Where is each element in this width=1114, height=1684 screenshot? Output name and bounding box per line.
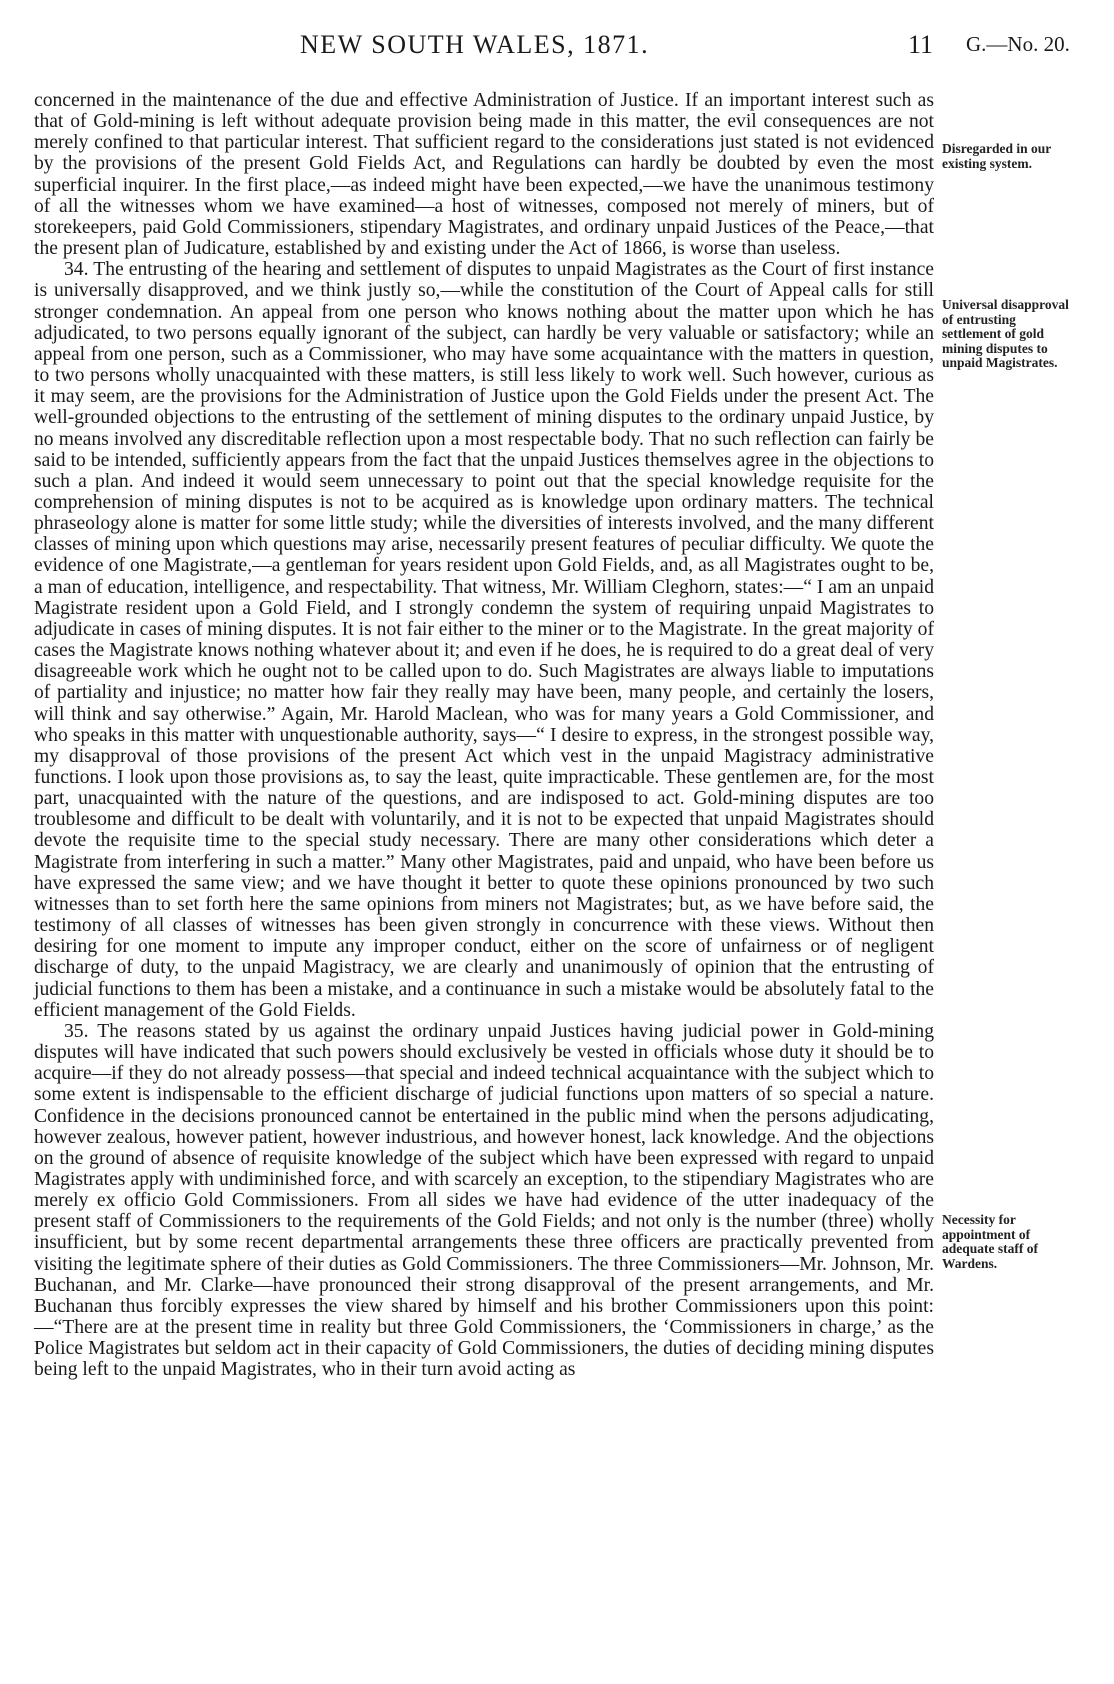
page-number: 11 (908, 30, 934, 59)
body-text (34, 90, 934, 1381)
paragraph-33-continuation: concerned in the maintenance of the due and effective Administration of Justice. If an important interest such as that of Gold-mining is left without adequate provision being made in this matter, the evil consequences are not merely confined to that particular interest. That sufficient regard to the considerations just stated is not evidenced by the provisions of the present Gold Fields Act, and Regulations can hardly be doubted by even the most superficial inquirer. In the first place,—as indeed might have been expected,—we have the unanimous testimony of all the witnesses whom we have examined—a host of witnesses, composed not merely of miners, but of storekeepers, paid Gold Commissioners, stipendary Magistrates, and ordinary unpaid Justices of the Peace,—that the present plan of Judicature, established by and existing under the Act of 1866, is worse than useless. (34, 90, 934, 260)
document-title: NEW SOUTH WALES, 1871. (300, 30, 650, 59)
margin-note-necessity-wardens: Necessity for appointment of adequate staff of Wardens. (942, 1212, 1038, 1271)
page-header (0, 30, 1114, 70)
paragraph-34: 34. The entrusting of the hearing and settlement of disputes to unpaid Magistrates as the Court of first instance is universally disapproved, and we think justly so,—while the constitution of the Court of Appeal calls for still stronger condemnation. An appeal from one person who knows nothing about the matter upon which he has adjudicated, to two persons equally ignorant of the subject, can hardly be very valuable or satisfactory; while an appeal from one person, such as a Commissioner, who may have some acquaintance with the matters in question, to two persons wholly unacquainted with these matters, is still less likely to work well. Such however, curious as it may seem, are the provisions for the Administration of Justice upon the Gold Fields under the present Act. The well-grounded objections to the entrusting of the settlement of mining disputes to the ordinary unpaid Justice, by no means involved any discreditable reflection upon a most respectable body. That no such reflection can fairly be said to be intended, sufficiently appears from the fact that the unpaid Justices themselves agree in the objections to such a plan. And indeed it would seem unnecessary to point out that the special knowledge requisite for the comprehension of mining disputes is not to be acquired as is knowledge upon ordinary matters. The technical phraseology alone is matter for some little study; while the diversities of interests involved, and the many different classes of mining upon which questions may arise, necessarily present features of peculiar difficulty. We quote the evidence of one Magistrate,—a gentleman for years resident upon Gold Fields, and, as all Magistrates ought to be, a man of education, intelligence, and respectability. That witness, Mr. William Cleghorn, states:—“ I am an unpaid Magistrate resident upon a Gold Field, and I strongly condemn the system of requiring unpaid Magistrates to adjudicate in cases of mining disputes. It is not fair either to the miner or to the Magistrate. In the great majority of cases the Magistrate knows nothing whatever about it; and even if he does, he is required to do a great deal of very disagreeable work which he ought not to be called upon to do. Such Magistrates are always liable to imputations of partiality and injustice; no matter how fair they really may have been, many people, and certainly the losers, will think and say otherwise.” Again, Mr. Harold Maclean, who was for many years a Gold Commissioner, and who speaks in this matter with unquestionable authority, says—“ I desire to express, in the strongest possible way, my disapproval of those provisions of the present Act which vest in the unpaid Magistracy administrative functions. I look upon those provisions as, to say the least, quite impracticable. These gentlemen are, for the most part, unacquainted with the nature of the questions, and are indisposed to act. Gold-mining disputes are too troublesome and difficult to be dealt with voluntarily, and it is not to be expected that unpaid Magistrates should devote the requisite time to the special study necessary. There are many other considerations which deter a Magistrate from interfering in such a matter.” Many other Magistrates, paid and unpaid, who have been before us have expressed the same view; and we have thought it better to quote these opinions pronounced by two such witnesses than to set forth here the same opinions from miners not Magistrates; but, as we have before said, the testimony of all classes of witnesses has been given strongly in concurrence with these views. Without then desiring for one moment to impute any improper conduct, either on the score of unfairness or of negligent discharge of duty, to the unpaid Magistracy, we are clearly and unanimously of opinion that the entrusting of judicial functions to them has been a mistake, and a continuance in such a mistake would be absolutely fatal to the efficient management of the Gold Fields. (34, 259, 934, 1021)
document-reference: G.—No. 20. (966, 32, 1070, 56)
margin-note-universal-disapproval: Universal disapproval of entrusting settlement of gold mining disputes to unpaid Magistrates. (942, 297, 1069, 370)
paragraph-35: 35. The reasons stated by us against the ordinary unpaid Justices having judicial power in Gold-mining disputes will have indicated that such powers should exclusively be vested in officials whose duty it should be to acquire—if they do not already possess—that special and indeed technical acquaintance with the subject which to some extent is indispensable to the efficient discharge of judicial functions upon matters of so special a nature. Confidence in the decisions pronounced cannot be entertained in the public mind when the persons adjudicating, however zealous, however patient, however industrious, and however honest, lack knowledge. And the objections on the ground of absence of requisite knowledge of the subject which have been expressed with regard to unpaid Magistrates apply with undiminished force, and with scarcely an exception, to the stipendiary Magistrates who are merely ex officio Gold Commissioners. From all sides we have had evidence of the utter inadequacy of the present staff of Commissioners to the requirements of the Gold Fields; and not only is the number (three) wholly insufficient, but by some recent departmental arrangements these three officers are practically prevented from visiting the legitimate sphere of their duties as Gold Commissioners. The three Commissioners—Mr. Johnson, Mr. Buchanan, and Mr. Clarke—have pronounced their strong disapproval of the present arrangements, and Mr. Buchanan thus forcibly expresses the view shared by himself and his brother Commissioners upon this point:—“There are at the present time in reality but three Gold Commissioners, the ‘Commissioners in charge,’ as the Police Magistrates but seldom act in their capacity of Gold Commissioners, the duties of deciding mining disputes being left to the unpaid Magistrates, who in their turn avoid acting as (34, 1020, 934, 1381)
margin-note-disregarded: Disregarded in our existing system. (942, 141, 1052, 171)
